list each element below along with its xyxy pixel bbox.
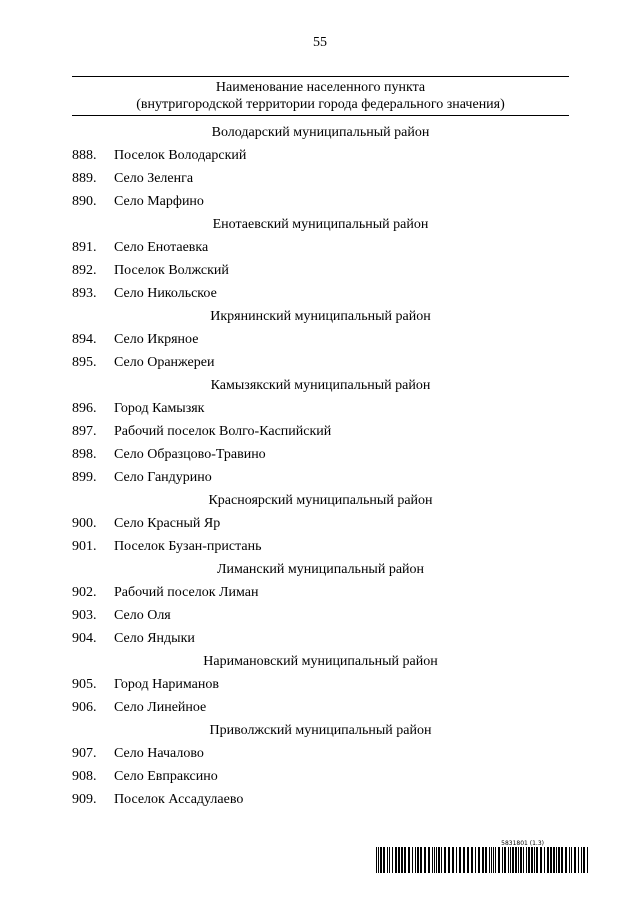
settlement-name: Город Нариманов — [114, 677, 219, 692]
barcode-bar — [520, 847, 522, 873]
barcode-bar — [441, 847, 442, 873]
barcode-bar — [540, 847, 542, 873]
barcode-bar — [475, 847, 476, 873]
item-number: 895. — [72, 355, 97, 370]
barcode-bar — [415, 847, 416, 873]
barcode-bar — [536, 847, 538, 873]
settlement-name: Село Началово — [114, 746, 204, 761]
barcode-bar — [528, 847, 530, 873]
list-item — [72, 512, 569, 535]
barcode-bar — [571, 847, 572, 873]
settlement-name: Село Гандурино — [114, 470, 212, 485]
list-item — [72, 351, 569, 374]
barcode-bar — [493, 847, 494, 873]
barcode-block — [374, 840, 594, 873]
list-item — [72, 742, 569, 765]
barcode-bar — [434, 847, 435, 873]
barcode-bar — [550, 847, 552, 873]
settlement-name: Село Красный Яр — [114, 516, 221, 531]
barcode-bar — [498, 847, 500, 873]
barcode-bar — [482, 847, 484, 873]
barcode-bar — [389, 847, 390, 873]
barcode-bar — [489, 847, 490, 873]
header-top-rule — [72, 76, 569, 77]
item-number: 892. — [72, 263, 97, 278]
barcode-bar — [387, 847, 388, 873]
barcode-bar — [471, 847, 473, 873]
barcode-bar — [510, 847, 511, 873]
item-number: 899. — [72, 470, 97, 485]
barcode-bar — [420, 847, 422, 873]
barcode-image — [374, 847, 594, 873]
list-item — [72, 259, 569, 282]
district-heading: Лиманский муниципальный район — [216, 562, 425, 577]
list-item — [72, 535, 569, 558]
barcode-bar — [412, 847, 413, 873]
barcode-bar — [565, 847, 567, 873]
barcode-bar — [587, 847, 588, 873]
item-number: 904. — [72, 631, 97, 646]
barcode-bar — [569, 847, 570, 873]
settlement-name: Город Камызяк — [114, 401, 205, 416]
item-number: 906. — [72, 700, 97, 715]
settlement-name: Село Оля — [114, 608, 171, 623]
settlement-name: Село Енотаевка — [114, 240, 209, 255]
district-heading: Приволжский муниципальный район — [209, 723, 432, 738]
list-item — [72, 788, 569, 811]
barcode-bar — [408, 847, 410, 873]
list-item — [72, 282, 569, 305]
item-number: 896. — [72, 401, 97, 416]
barcode-bar — [376, 847, 377, 873]
barcode-bar — [432, 847, 433, 873]
page-number: 55 — [313, 35, 327, 50]
barcode-bar — [456, 847, 457, 873]
barcode-bar — [581, 847, 582, 873]
barcode-bar — [544, 847, 545, 873]
column-header-line2: (внутригородской территории города федерального значения) — [136, 97, 505, 112]
item-number: 901. — [72, 539, 97, 554]
barcode-bar — [401, 847, 403, 873]
barcode-bar — [512, 847, 514, 873]
barcode-bar — [452, 847, 454, 873]
list-item — [72, 696, 569, 719]
barcode-bar — [448, 847, 450, 873]
item-number: 907. — [72, 746, 97, 761]
item-number: 902. — [72, 585, 97, 600]
barcode-bar — [526, 847, 527, 873]
list-item — [72, 604, 569, 627]
barcode-bar — [518, 847, 519, 873]
district-heading: Володарский муниципальный район — [211, 125, 430, 140]
settlement-name: Село Яндыки — [114, 631, 195, 646]
barcode-bar — [424, 847, 426, 873]
barcode-bar — [508, 847, 509, 873]
barcode-bar — [463, 847, 465, 873]
list-item — [72, 581, 569, 604]
settlement-name: Село Оранжереи — [114, 355, 215, 370]
barcode-bar — [547, 847, 549, 873]
list-item — [72, 765, 569, 788]
list-item — [72, 236, 569, 259]
barcode-bar — [485, 847, 487, 873]
barcode-bar — [561, 847, 563, 873]
item-number: 893. — [72, 286, 97, 301]
list-item — [72, 443, 569, 466]
item-number: 909. — [72, 792, 97, 807]
barcode-bar — [467, 847, 469, 873]
list-item — [72, 328, 569, 351]
barcode-bar — [404, 847, 406, 873]
settlement-name: Село Никольское — [114, 286, 217, 301]
barcode-bar — [515, 847, 517, 873]
barcode-bar — [574, 847, 576, 873]
district-heading: Наримановский муниципальный район — [203, 654, 438, 669]
barcode-bar — [531, 847, 533, 873]
settlement-list — [72, 121, 569, 811]
district-heading: Икрянинский муниципальный район — [210, 309, 431, 324]
barcode-bar — [395, 847, 397, 873]
item-number: 897. — [72, 424, 97, 439]
barcode-bar — [417, 847, 419, 873]
item-number: 889. — [72, 171, 97, 186]
column-header — [72, 79, 569, 113]
barcode-bar — [534, 847, 535, 873]
item-number: 898. — [72, 447, 97, 462]
barcode-bar — [459, 847, 461, 873]
item-number: 908. — [72, 769, 97, 784]
list-item — [72, 397, 569, 420]
district-heading: Красноярский муниципальный район — [208, 493, 433, 508]
item-number: 900. — [72, 516, 97, 531]
barcode-bar — [553, 847, 555, 873]
barcode-bar — [398, 847, 400, 873]
settlement-name: Село Линейное — [114, 700, 207, 715]
barcode-bar — [436, 847, 437, 873]
item-number: 905. — [72, 677, 97, 692]
district-heading: Камызякский муниципальный район — [210, 378, 431, 393]
barcode-bar — [583, 847, 585, 873]
list-item — [72, 627, 569, 650]
barcode-bar — [383, 847, 385, 873]
barcode-bar — [444, 847, 446, 873]
column-header-line1: Наименование населенного пункта — [215, 80, 426, 95]
item-number: 888. — [72, 148, 97, 163]
list-item — [72, 190, 569, 213]
barcode-bar — [491, 847, 492, 873]
settlement-name: Село Образцово-Травино — [114, 447, 266, 462]
barcode-bar — [478, 847, 480, 873]
barcode-bar — [502, 847, 503, 873]
settlement-name: Рабочий поселок Волго-Каспийский — [114, 424, 332, 439]
settlement-name: Поселок Ассадулаево — [114, 792, 244, 807]
district-heading: Енотаевский муниципальный район — [212, 217, 429, 232]
settlement-name: Село Евпраксино — [114, 769, 218, 784]
settlement-name: Село Икряное — [114, 332, 199, 347]
settlement-name: Рабочий поселок Лиман — [114, 585, 259, 600]
item-number: 890. — [72, 194, 97, 209]
barcode-bar — [428, 847, 430, 873]
settlement-name: Село Марфино — [114, 194, 204, 209]
barcode-caption: 5831801 (1.3) — [501, 840, 544, 847]
list-item — [72, 466, 569, 489]
barcode-bar — [380, 847, 382, 873]
header-bottom-rule — [72, 115, 569, 116]
settlement-name: Село Зеленга — [114, 171, 194, 186]
barcode-bar — [504, 847, 506, 873]
barcode-bar — [392, 847, 393, 873]
settlement-name: Поселок Володарский — [114, 148, 247, 163]
settlement-name: Поселок Волжский — [114, 263, 229, 278]
list-item — [72, 673, 569, 696]
list-item — [72, 420, 569, 443]
list-item — [72, 167, 569, 190]
barcode-bar — [556, 847, 557, 873]
barcode-bar — [495, 847, 496, 873]
item-number: 891. — [72, 240, 97, 255]
barcode-bar — [378, 847, 379, 873]
barcode-bar — [438, 847, 440, 873]
settlement-name: Поселок Бузан-пристань — [114, 539, 262, 554]
list-item — [72, 144, 569, 167]
barcode-bar — [523, 847, 524, 873]
item-number: 894. — [72, 332, 97, 347]
item-number: 903. — [72, 608, 97, 623]
barcode-bar — [578, 847, 579, 873]
barcode-bar — [558, 847, 560, 873]
